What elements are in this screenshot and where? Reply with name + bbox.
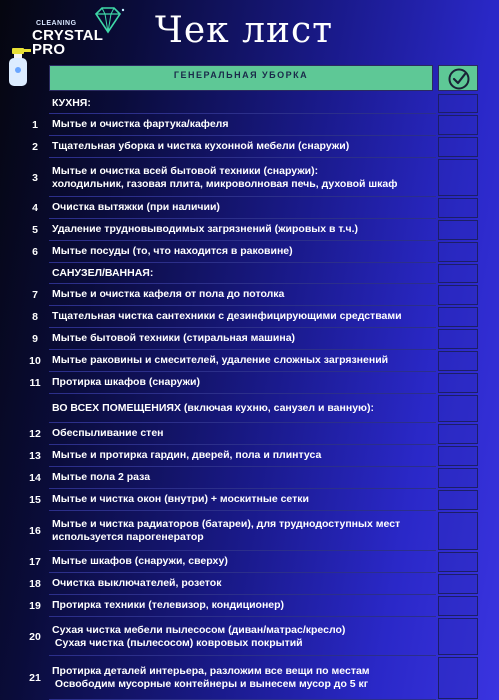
- row-text: [52, 449, 434, 462]
- table-header-label: ГЕНЕРАЛЬНАЯ УБОРКА: [49, 65, 433, 91]
- row-number: 9: [32, 333, 38, 345]
- row-text: [52, 288, 434, 301]
- table-row: [0, 136, 499, 158]
- row-text-line: Мытье и протирка гардин, дверей, пола и плинтуса: [52, 449, 322, 461]
- check-box[interactable]: [438, 307, 478, 327]
- row-number: 15: [29, 494, 41, 506]
- table-row: [0, 372, 499, 394]
- row-text-line: Протирка деталей интерьера, разложим все вещи по местам: [52, 665, 370, 677]
- row-number: 4: [32, 202, 38, 214]
- row-text: [52, 665, 434, 691]
- row-text-line: Мытье и очистка фартука/кафеля: [52, 118, 229, 130]
- row-number: 3: [32, 171, 38, 184]
- row-text: [52, 267, 434, 280]
- check-box[interactable]: [438, 373, 478, 393]
- row-number: 19: [29, 600, 41, 612]
- row-text: [52, 402, 434, 415]
- row-number: 13: [29, 450, 41, 462]
- row-text-line: Удаление трудновыводимых загрязнений (жировых в т.ч.): [52, 223, 359, 235]
- row-text-line: Мытье и очистка кафеля от пола до потолка: [52, 288, 285, 300]
- row-text: [52, 118, 434, 131]
- row-text-line: используется парогенератор: [52, 531, 204, 543]
- section-row: [0, 93, 499, 114]
- table-row: [0, 284, 499, 306]
- logo-name: CRYSTAL PRO: [32, 27, 104, 58]
- row-number: 6: [32, 246, 38, 258]
- row-number: 21: [29, 672, 41, 684]
- row-text-line: Мытье и чистка окон (внутри) + москитные сетки: [52, 493, 309, 505]
- row-text-line: САНУЗЕЛ/ВАННАЯ:: [52, 266, 154, 279]
- row-text: [52, 310, 434, 323]
- row-text-line: Мытье бытовой техники (стиральная машина): [52, 332, 296, 344]
- row-text-line: Мытье посуды (то, что находится в раковине): [52, 245, 293, 257]
- row-number: 8: [32, 311, 38, 323]
- row-text-line: Очистка выключателей, розеток: [52, 577, 222, 589]
- header: [0, 0, 499, 64]
- row-text: [52, 624, 434, 650]
- brand-logo: [8, 6, 128, 64]
- row-text-line: Очистка вытяжки (при наличии): [52, 201, 220, 213]
- row-text: [52, 518, 434, 544]
- check-box[interactable]: [438, 329, 478, 349]
- row-number: 7: [32, 289, 38, 301]
- table-row: [0, 306, 499, 328]
- row-text-line: КУХНЯ:: [52, 96, 91, 109]
- table-row: [0, 423, 499, 445]
- check-box[interactable]: [438, 220, 478, 240]
- row-text-line: Мытье раковины и смесителей, удаление сложных загрязнений: [52, 354, 389, 366]
- check-box[interactable]: [438, 198, 478, 218]
- row-text-line: Протирка техники (телевизор, кондиционер): [52, 599, 285, 611]
- table-row: [0, 595, 499, 617]
- check-box[interactable]: [438, 468, 478, 488]
- check-box[interactable]: [438, 596, 478, 616]
- table-row: [0, 656, 499, 700]
- table-row: [0, 445, 499, 467]
- row-text: [52, 223, 434, 236]
- check-box[interactable]: [438, 490, 478, 510]
- table-row: [0, 328, 499, 350]
- row-text: [52, 332, 434, 345]
- row-text-line: ВО ВСЕХ ПОМЕЩЕНИЯХ (включая кухню, санузел и ванную):: [52, 401, 374, 414]
- row-text-line: Сухая чистка (пылесосом) ковровых покрытий: [52, 636, 303, 649]
- check-box[interactable]: [438, 159, 478, 196]
- check-box[interactable]: [438, 242, 478, 262]
- row-text: [52, 245, 434, 258]
- row-text: [52, 165, 434, 191]
- row-text-line: Сухая чистка мебели пылесосом (диван/матрас/кресло): [52, 623, 346, 636]
- section-row: [0, 394, 499, 423]
- table-row: [0, 551, 499, 573]
- table-row: [0, 350, 499, 372]
- row-text: [52, 493, 434, 506]
- table-row: [0, 573, 499, 595]
- row-text: [52, 577, 434, 590]
- table-row: [0, 241, 499, 263]
- row-text-line: Тщательная чистка сантехники с дезинфицирующими средствами: [52, 310, 402, 322]
- check-box[interactable]: [438, 657, 478, 699]
- row-number: 18: [29, 578, 41, 590]
- spray-bottle-icon: [8, 46, 32, 86]
- table-row: [0, 489, 499, 511]
- check-box[interactable]: [438, 446, 478, 466]
- check-box[interactable]: [438, 137, 478, 157]
- row-text: [52, 555, 434, 568]
- check-box[interactable]: [438, 264, 478, 283]
- row-text-line: Обеспыливание стен: [52, 427, 164, 439]
- row-number: 14: [29, 472, 41, 484]
- row-text: [52, 376, 434, 389]
- check-box[interactable]: [438, 94, 478, 113]
- check-box[interactable]: [438, 574, 478, 594]
- row-number: 5: [32, 224, 38, 236]
- row-text-line: Мытье и чистка радиаторов (батареи), для труднодоступных мест: [52, 518, 401, 530]
- table-row: [0, 511, 499, 551]
- section-row: [0, 263, 499, 284]
- row-text: [52, 354, 434, 367]
- row-number: 17: [29, 556, 41, 568]
- table-row: [0, 617, 499, 656]
- row-text-line: Мытье шкафов (снаружи, сверху): [52, 555, 228, 567]
- row-text: [52, 427, 434, 440]
- check-box[interactable]: [438, 512, 478, 550]
- check-box[interactable]: [438, 351, 478, 371]
- row-number: 2: [32, 141, 38, 153]
- row-number: 20: [29, 630, 41, 643]
- row-number: 11: [29, 377, 41, 389]
- row-text: [52, 97, 434, 110]
- check-box[interactable]: [438, 395, 478, 422]
- table-header: [49, 65, 480, 91]
- row-text-line: Мытье пола 2 раза: [52, 471, 151, 483]
- row-text: [52, 471, 434, 484]
- table-row: [0, 219, 499, 241]
- table-row: [0, 158, 499, 197]
- page-title: Чек лист: [155, 10, 334, 51]
- logo-small-text: CLEANING: [36, 20, 77, 27]
- row-number: 12: [29, 428, 41, 440]
- row-number: 1: [32, 119, 38, 131]
- row-number: 16: [29, 525, 41, 537]
- row-text-line: Тщательная уборка и чистка кухонной мебели (снаружи): [52, 140, 350, 152]
- row-text-line: Протирка шкафов (снаружи): [52, 376, 200, 388]
- table-row: [0, 197, 499, 219]
- table-row: [0, 467, 499, 489]
- check-box[interactable]: [438, 115, 478, 135]
- check-circle-icon: [448, 68, 470, 90]
- table-row: [0, 114, 499, 136]
- row-text: [52, 140, 434, 153]
- check-box[interactable]: [438, 285, 478, 305]
- check-box[interactable]: [438, 424, 478, 444]
- row-number: 10: [29, 355, 41, 367]
- row-text-line: Освободим мусорные контейнеры и вынесем мусор до 5 кг: [52, 678, 369, 690]
- table-header-check-cell: [438, 65, 478, 91]
- check-box[interactable]: [438, 618, 478, 655]
- row-text-line: холодильник, газовая плита, микроволновая печь, духовой шкаф: [52, 177, 398, 190]
- row-text: [52, 201, 434, 214]
- row-text-line: Мытье и очистка всей бытовой техники (снаружи):: [52, 164, 319, 177]
- row-text: [52, 599, 434, 612]
- check-box[interactable]: [438, 552, 478, 572]
